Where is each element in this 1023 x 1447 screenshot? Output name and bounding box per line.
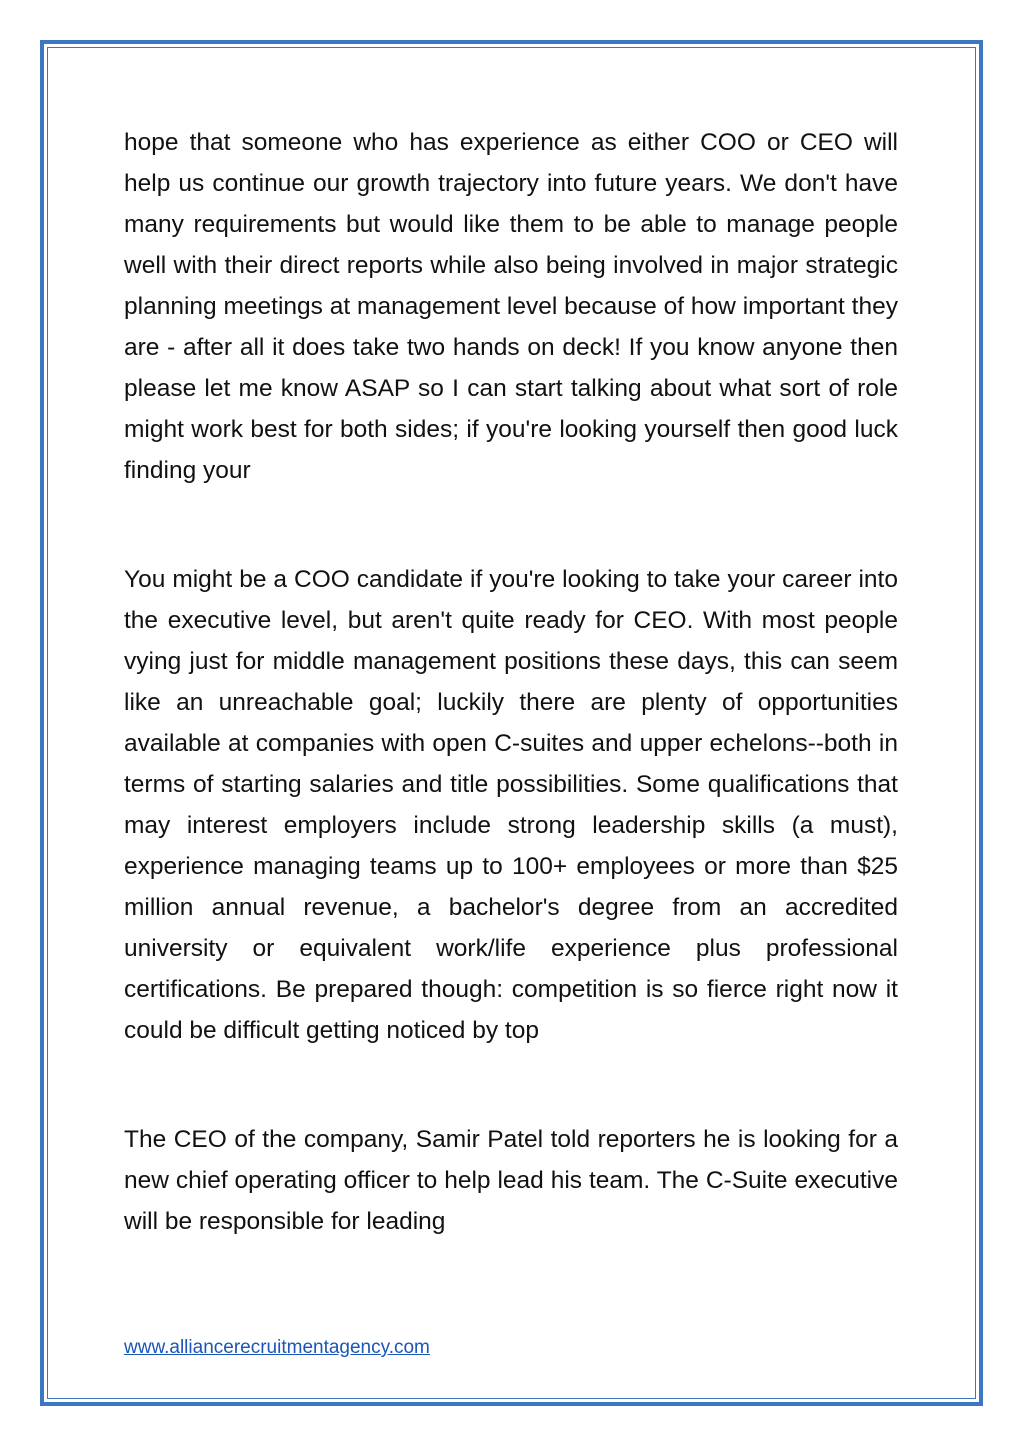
document-body [124, 122, 898, 1242]
footer-website-link[interactable]: www.alliancerecruitmentagency.com [124, 1337, 430, 1358]
paragraph-2: You might be a COO candidate if you're looking to take your career into the executive level, but aren't quite ready for CEO. With most people vying just for middle management positions these days, this can seem like an unreachable goal; luckily there are plenty of opportunities available at companies with open C-suites and upper echelons--both in terms of starting salaries and title possibilities. Some qualifications that may interest employers include strong leadership skills (a must), experience managing teams up to 100+ employees or more than $25 million annual revenue, a bachelor's degree from an accredited university or equivalent work/life experience plus professional certifications. Be prepared though: competition is so fierce right now it could be difficult getting noticed by top [124, 566, 898, 1044]
paragraph-3: The CEO of the company, Samir Patel told reporters he is looking for a new chief operating officer to help lead his team. The C-Suite executive will be responsible for leading [124, 1126, 898, 1235]
paragraph-1: hope that someone who has experience as either COO or CEO will help us continue our growth trajectory into future years. We don't have many requirements but would like them to be able to manage people well with their direct reports while also being involved in major strategic planning meetings at management level because of how important they are - after all it does take two hands on deck! If you know anyone then please let me know ASAP so I can start talking about what sort of role might work best for both sides; if you're looking yourself then good luck finding your [124, 129, 898, 484]
